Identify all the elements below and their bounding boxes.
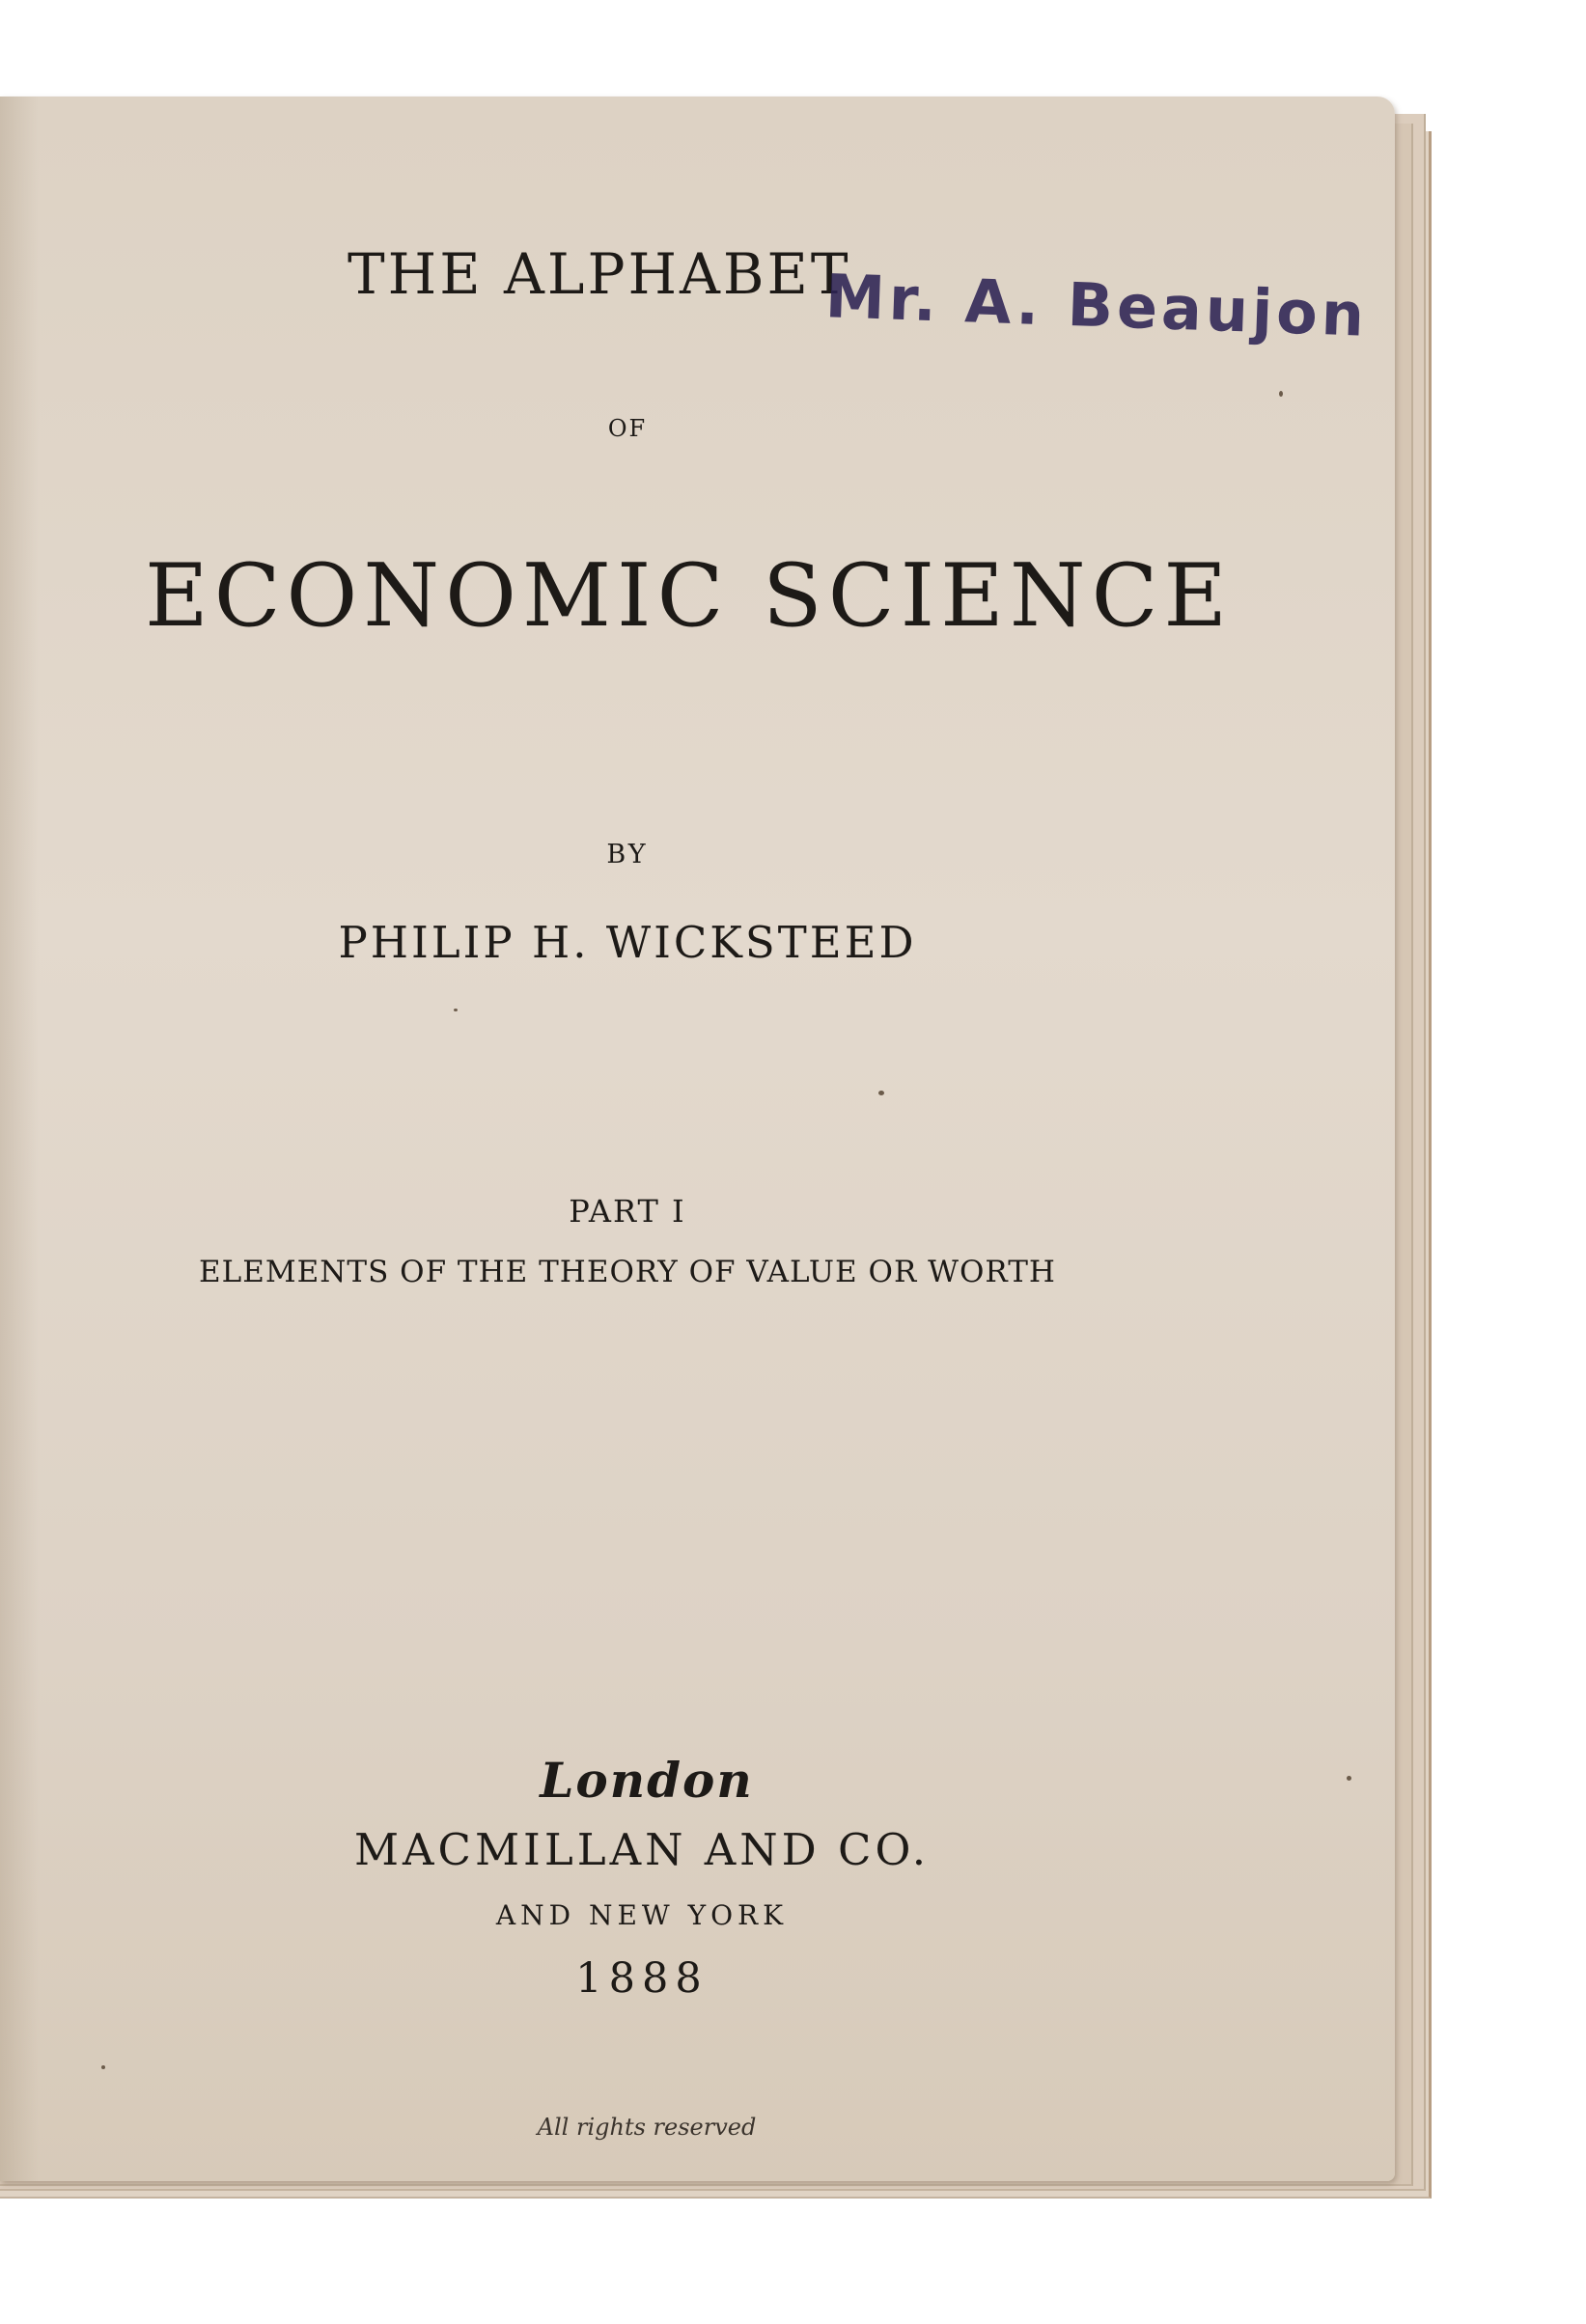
publisher: MACMILLAN AND CO. — [353, 1824, 931, 1875]
author-name: PHILIP H. WICKSTEED — [338, 917, 917, 968]
paper-speck — [454, 1009, 458, 1011]
paper-speck — [878, 1091, 884, 1095]
publication-year: 1888 — [575, 1954, 709, 2003]
main-title: ECONOMIC SCIENCE — [145, 545, 1234, 647]
title-page — [0, 97, 1395, 2181]
subtitle: ELEMENTS OF THE THEORY OF VALUE OR WORTH — [199, 1255, 1056, 1289]
paper-speck — [1279, 391, 1283, 397]
title-line-1: THE ALPHABET — [348, 241, 851, 307]
publication-place: London — [540, 1752, 754, 1809]
byline-label: BY — [606, 840, 649, 870]
rights-notice: All rights reserved — [537, 2114, 757, 2141]
publisher-location: AND NEW YORK — [495, 1899, 789, 1931]
paper-speck — [101, 2065, 105, 2069]
title-connector: OF — [607, 415, 648, 442]
ownership-stamp: Mr. A. Beaujon — [823, 261, 1370, 350]
part-number: PART I — [569, 1193, 686, 1230]
paper-speck — [1347, 1776, 1351, 1781]
